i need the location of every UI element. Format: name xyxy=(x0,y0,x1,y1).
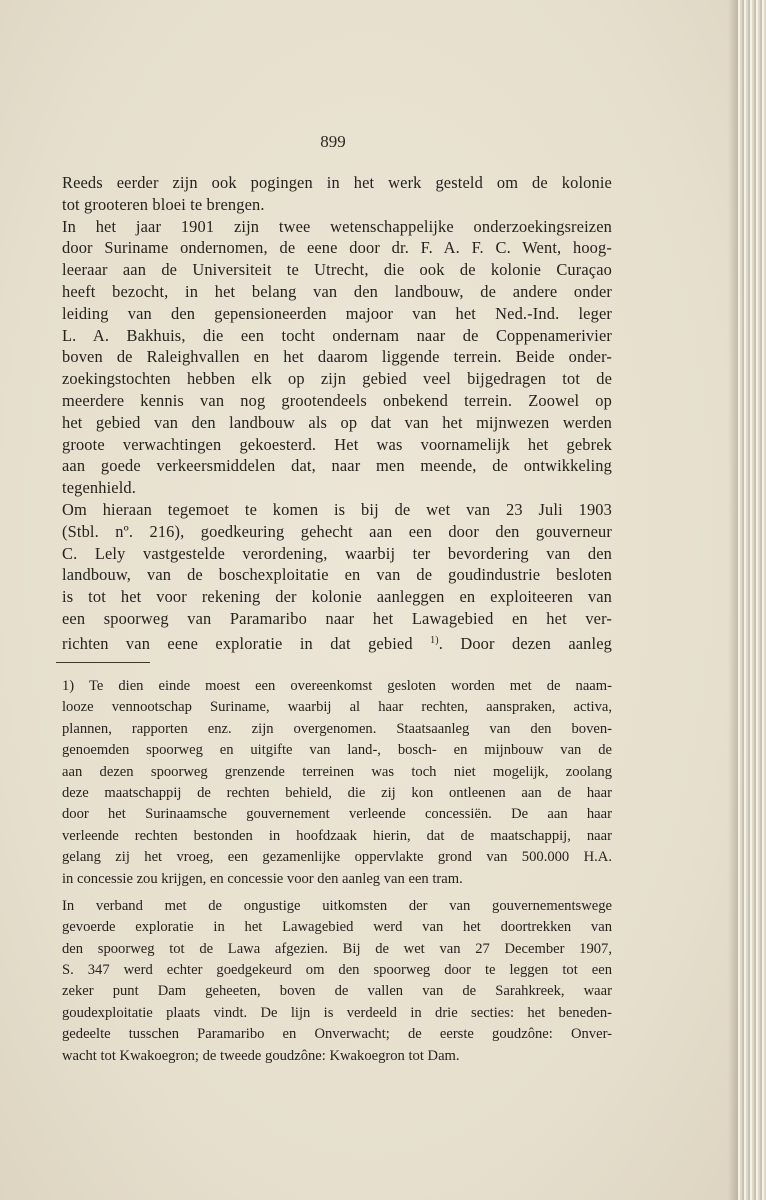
footnote-divider xyxy=(56,662,150,663)
footnote-line: gedeelte tusschen Paramaribo en Onverwacht; de eerste goudzône: Onver- xyxy=(62,1026,612,1043)
text-line-with-footnote: richten van eene exploratie in dat gebied $^{1)}$. Door dezen aanleg xyxy=(62,633,612,653)
text-line: meerdere kennis van nog grootendeels onbekend terrein. Zoowel op xyxy=(62,390,612,410)
footnote-line: gelang zij het vroeg, een gezamenlijke oppervlakte grond van 500.000 H.A. xyxy=(62,849,612,866)
footnote-line: in concessie zou krijgen, en concessie voor den aanleg van een tram. xyxy=(62,870,463,887)
text-segment: Door dezen aanleg xyxy=(460,633,612,653)
footnote-line: gevoerde exploratie in het Lawagebied werd van het doortrekken van xyxy=(62,919,612,936)
page-number: 899 xyxy=(320,132,346,151)
footnote-line: aan dezen spoorweg grenzende terreinen was toch niet mogelijk, zoolang xyxy=(62,763,612,780)
text-segment: richten van eene exploratie in dat gebied xyxy=(62,633,413,653)
footnote-line: plannen, rapporten enz. zijn overgenomen. Staatsaanleg van den boven- xyxy=(62,720,612,737)
footnote-line: In verband met de ongustige uitkomsten der van gouvernementswege xyxy=(62,897,612,914)
text-line: Om hieraan tegemoet te komen is bij de wet van 23 Juli 1903 xyxy=(62,499,612,519)
footnote-line: S. 347 werd echter goedgekeurd om den spoorweg door te leggen tot een xyxy=(62,962,612,979)
page-stack-edge xyxy=(738,0,766,1200)
text-line: (Stbl. nº. 216), goedkeuring gehecht aan een door den gouverneur xyxy=(62,521,612,541)
text-line: In het jaar 1901 zijn twee wetenschappelijke onderzoekingsreizen xyxy=(62,216,612,236)
footnote-line: 1) Te dien einde moest een overeenkomst gesloten worden met de naam- xyxy=(62,678,612,694)
text-line: het gebied van den landbouw als op dat van het mijnwezen werden xyxy=(62,412,612,432)
text-line: tot grooteren bloei te brengen. xyxy=(62,194,265,214)
text-line: zoekingstochten hebben elk op zijn gebied veel bijgedragen tot de xyxy=(62,369,612,389)
footnote-line: door het Surinaamsche gouvernement verleende concessiën. De aan haar xyxy=(62,806,612,823)
footnote-line: verleende rechten bestonden in hoofdzaak hierin, dat de maatschappij, naar xyxy=(62,827,612,844)
footnote-line: deze maatschappij de rechten behield, die zij kon ontleenen aan de haar xyxy=(62,784,612,801)
text-line: tegenhield. xyxy=(62,478,137,498)
text-line: aan goede verkeersmiddelen dat, naar men meende, de ontwikkeling xyxy=(62,456,612,476)
text-line: is tot het voor rekening der kolonie aanleggen en exploiteeren van xyxy=(62,587,612,607)
text-line: L. A. Bakhuis, die een tocht ondernam naar de Coppenamerivier xyxy=(62,325,612,345)
text-line: heeft bezocht, in het belang van den landbouw, de andere onder xyxy=(62,281,612,301)
footnote-line: wacht tot Kwakoegron; de tweede goudzône: Kwakoegron tot Dam. xyxy=(62,1047,460,1064)
text-line: leiding van den gepensioneerden majoor van het Ned.-Ind. leger xyxy=(62,303,612,323)
footnote-line: den spoorweg tot de Lawa afgezien. Bij de wet van 27 December 1907, xyxy=(62,940,612,957)
footnote-line: genoemden spoorweg en uitgifte van land-, bosch- en mijnbouw van de xyxy=(62,742,612,759)
text-line: groote verwachtingen gekoesterd. Het was voornamelijk het gebrek xyxy=(62,434,612,454)
text-line: een spoorweg van Paramaribo naar het Lawagebied en het ver- xyxy=(62,608,612,628)
footnote-line: looze vennootschap Suriname, waarbij al haar rechten, aanspraken, activa, xyxy=(62,699,612,716)
footnote-line: zeker punt Dam geheeten, boven de vallen van de Sarahkreek, waar xyxy=(62,983,612,1000)
footnote-ref-mark[interactable]: 1) xyxy=(430,634,439,646)
text-line: landbouw, van de boschexploitatie en van de goudindustrie besloten xyxy=(62,565,612,585)
main-text xyxy=(62,172,612,652)
footnote xyxy=(62,676,612,1067)
footnote-line: goudexploitatie plaats vindt. De lijn is verdeeld in drie secties: het beneden- xyxy=(62,1004,612,1021)
text-line: C. Lely vastgestelde verordening, waarbij ter bevordering van den xyxy=(62,543,612,563)
gutter-shadow xyxy=(728,0,738,1200)
text-line: leeraar aan de Universiteit te Utrecht, die ook de kolonie Curaçao xyxy=(62,260,612,280)
footnote-paragraph-2 xyxy=(62,896,612,1067)
text-line: door Suriname ondernomen, de eene door dr. F. A. F. C. Went, hoog- xyxy=(62,238,612,258)
text-line: Reeds eerder zijn ook pogingen in het werk gesteld om de kolonie xyxy=(62,173,612,192)
text-line: boven de Raleighvallen en het daarom liggende terrein. Beide onder- xyxy=(62,347,612,367)
